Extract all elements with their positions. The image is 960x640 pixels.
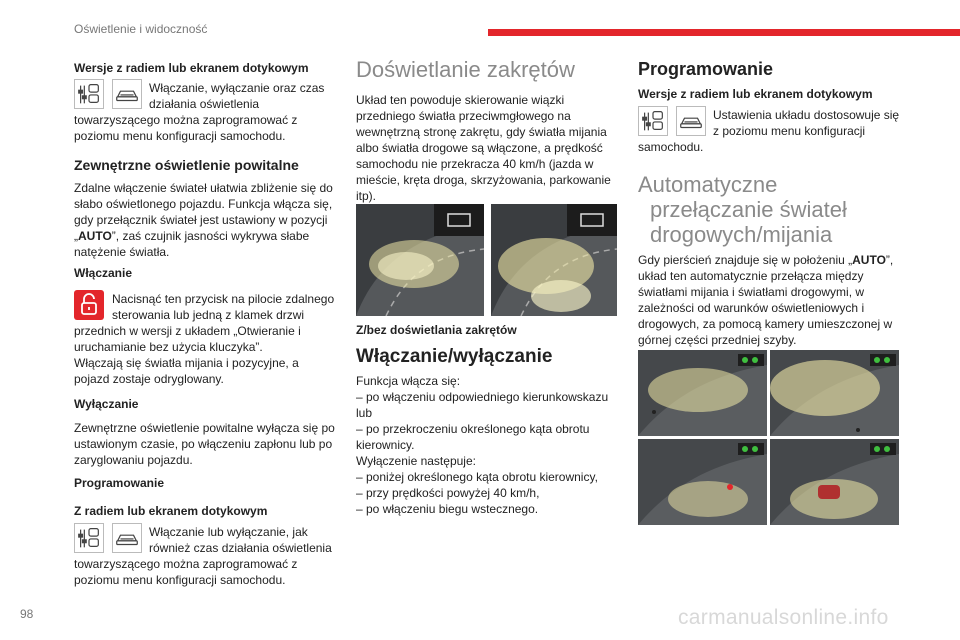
car-icon xyxy=(676,106,706,136)
welcome-line: Zdalne włączenie świateł ułatwia zbliżenie się do xyxy=(74,181,333,195)
page-number: 98 xyxy=(20,607,34,621)
set-text-2: z poziomu menu konfiguracji xyxy=(713,124,866,138)
heading-radio-2: Z radiem lub ekranem dotykowym xyxy=(74,504,268,518)
on-line: uruchamianie bez użycia kluczyka”. xyxy=(74,340,263,354)
set-text-1: Ustawienia układu dostosowuje się xyxy=(713,108,900,122)
cornering-paragraph xyxy=(356,92,611,204)
welcome-paragraph xyxy=(74,180,333,260)
corner-line: przedniego światła przeciwmgłowego na xyxy=(356,109,571,123)
onoff-line: lub xyxy=(356,406,373,420)
watermark: carmanualsonline.info xyxy=(678,606,889,629)
auto-label: AUTO xyxy=(78,229,112,243)
auto-beam-illustration-2 xyxy=(770,350,899,436)
on-text-2: sterowania lub jedną z klamek drzwi xyxy=(112,308,305,322)
off-line: zaryglowaniu pojazdu. xyxy=(74,453,193,467)
onoff-line: – po włączeniu biegu wstecznego. xyxy=(356,502,539,516)
on-text-1: Nacisnąć ten przycisk na pilocie zdalnego xyxy=(112,292,335,306)
off-paragraph xyxy=(74,420,335,468)
header-accent-bar xyxy=(488,29,960,36)
radio-text-1: Włączanie, wyłączanie oraz czas xyxy=(149,81,325,95)
heading-programming-right: Programowanie xyxy=(638,59,774,79)
corner-line: albo światła drogowe są włączone, a prędkość xyxy=(356,141,603,155)
settings-panel-icon xyxy=(74,79,104,109)
quote: „ xyxy=(74,229,78,243)
car-icon xyxy=(112,523,142,553)
heading-switch-on: Włączanie xyxy=(74,266,133,280)
corner-line: samochodu nie przekracza 40 km/h (jazda w xyxy=(356,157,594,171)
auto-heading-line: Automatyczne xyxy=(638,172,778,197)
onoff-line: Wyłączenie następuje: xyxy=(356,454,476,468)
prog-text-3: towarzyszącego można zaprogramować z xyxy=(74,557,298,571)
radio-text-2: działania oświetlenia xyxy=(149,97,260,111)
corner-line: wewnętrzną stronę zakrętu, gdy światła mijania xyxy=(356,125,607,139)
welcome-line-auto xyxy=(74,228,333,244)
auto-beam-illustration-4 xyxy=(770,439,899,525)
set-text-3: samochodu. xyxy=(638,140,704,154)
car-icon xyxy=(112,79,142,109)
auto-beam-illustration-1 xyxy=(638,350,767,436)
corner-line: itp). xyxy=(356,189,377,203)
on-paragraph xyxy=(74,323,301,387)
heading-cornering-light: Doświetlanie zakrętów xyxy=(356,57,575,82)
radio-text-4: poziomu menu konfiguracji samochodu. xyxy=(74,129,286,143)
settings-panel-icon xyxy=(638,106,668,136)
radio-text-3: towarzyszącego można zaprogramować z xyxy=(74,113,298,127)
heading-welcome-lighting: Zewnętrzne oświetlenie powitalne xyxy=(74,157,299,173)
onoff-line: – po przekroczeniu określonego kąta obrotu xyxy=(356,422,590,436)
heading-programming: Programowanie xyxy=(74,476,165,490)
prog-text-2: również czas działania oświetlenia xyxy=(149,541,332,555)
welcome-line: gdy przełącznik świateł jest ustawiony w pozycji xyxy=(74,213,328,227)
onoff-line: – przy prędkości powyżej 40 km/h, xyxy=(356,486,540,500)
on-line: Włączają się światła mijania i pozycyjne, a xyxy=(74,356,299,370)
on-line: przednich w wersji z układem „Otwieranie i xyxy=(74,324,301,338)
corner-line: mieście, kręta droga, skrzyżowania, parkowanie xyxy=(356,173,611,187)
heading-on-off: Włączanie/wyłączanie xyxy=(356,346,553,367)
off-line: Zewnętrzne oświetlenie powitalne wyłącza się po xyxy=(74,421,335,435)
auto-line: górnej części przedniej szyby. xyxy=(638,333,797,347)
auto-line: zależności od warunków oświetleniowych i xyxy=(638,301,865,315)
illustration-caption: Z/bez doświetlania zakrętów xyxy=(356,323,517,337)
welcome-line-tail: ”, zaś czujnik jasności wykrywa słabe xyxy=(111,229,310,243)
onoff-line: – po włączeniu odpowiedniego kierunkowskazu xyxy=(356,390,609,404)
heading-radio-versions: Wersje z radiem lub ekranem dotykowym xyxy=(74,61,309,75)
auto-line: drogowych, za pomocą kamery umieszczonej w xyxy=(638,317,893,331)
running-header: Oświetlenie i widoczność xyxy=(74,22,208,36)
onoff-line: Funkcja włącza się: xyxy=(356,374,461,388)
on-off-paragraph xyxy=(356,373,608,517)
onoff-line: kierownicy. xyxy=(356,438,415,452)
welcome-line: słabo oświetlonego pojazdu. Funkcja włącza się, xyxy=(74,197,333,211)
auto-heading-line: przełączanie świateł xyxy=(650,197,847,222)
auto-heading-line: drogowych/mijania xyxy=(650,222,833,247)
auto-post: ”, xyxy=(885,253,894,267)
auto-label: AUTO xyxy=(852,253,886,267)
onoff-line: – poniżej określonego kąta obrotu kierownicy, xyxy=(356,470,598,484)
prog-text-4: poziomu menu konfiguracji samochodu. xyxy=(74,573,286,587)
settings-panel-icon xyxy=(74,523,104,553)
on-line: pojazd zostaje odryglowany. xyxy=(74,372,224,386)
auto-pre: Gdy pierścień znajduje się w położeniu „ xyxy=(638,253,853,267)
auto-line: światłami mijania i światłami drogowymi, w xyxy=(638,285,865,299)
welcome-line: natężenie światła. xyxy=(74,245,170,259)
auto-beam-illustration-3 xyxy=(638,439,767,525)
heading-auto-beam xyxy=(638,172,847,247)
corner-line: Układ ten powoduje skierowanie wiązki xyxy=(356,93,565,107)
auto-paragraph xyxy=(638,252,893,348)
auto-line-first xyxy=(638,252,893,268)
illustration-with-cornering xyxy=(491,204,617,316)
unlock-remote-icon xyxy=(74,290,104,320)
auto-line: układ ten automatycznie przełącza między xyxy=(638,269,864,283)
prog-text-1: Włączanie lub wyłączanie, jak xyxy=(149,525,308,539)
heading-switch-off: Wyłączanie xyxy=(74,397,139,411)
off-line: ustawionym czasie, po włączeniu zapłonu lub po xyxy=(74,437,333,451)
illustration-without-cornering xyxy=(356,204,484,316)
heading-radio-right: Wersje z radiem lub ekranem dotykowym xyxy=(638,87,873,101)
